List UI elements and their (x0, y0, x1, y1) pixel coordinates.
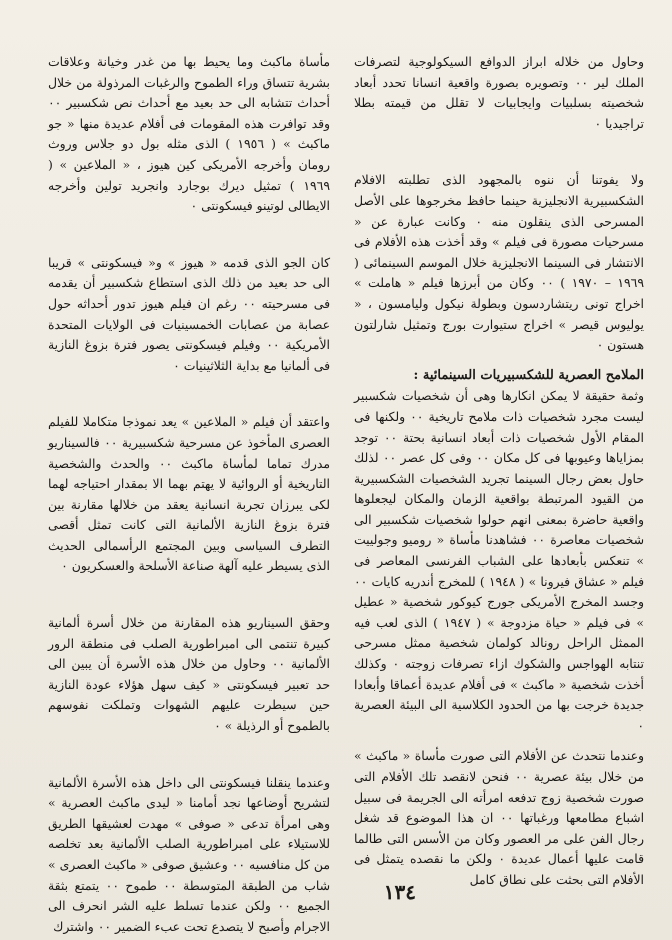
left-paragraph-3: واعتقد أن فيلم « الملاعين » يعد نموذجا متكاملا للفيلم العصرى المأخوذ عن مسرحية شكسبيرية ٠٠ فالسيناريو مدرك تماما لمأساة ماكبث ٠٠ والحدث والشخصية التاريخية أو الروائية لا يهتم بهما الا بمقدار احتياجه لهما لكى يبرزان تجربة انسانية يعقد من خلالها مقارنة بين فترة بزوغ النازية الألمانية التى كانت تمثل أقصى التطرف السياسى وبين المجتمع الرأسمالى الحديث الذى يسيطر عليه آلهة صناعة الأسلحة والعسكريون ٠ (48, 414, 330, 574)
right-paragraph-2: ولا يفوتنا أن ننوه بالمجهود الذى تطلبته الافلام الشكسبيرية الانجليزية حينما حافظ مخرجوها على الأصل المسرحى الذى ينقلون منه ٠ وكانت عبارة عن « مسرحيات مصورة فى فيلم » وقد أخذت هذه الأفلام فى الانتشار فى السينما الانجليزية خلال الموسم السينمائى ( ١٩٦٩ – ١٩٧٠ ) ٠٠ وكان من أبرزها فيلم « هاملت » اخراج تونى ريتشاردسون وبطولة نيكول وليامسون ، « يوليوس قيصر » اخراج ستيوارت بورج وتمثيل شارلتون هستون ٠ (354, 172, 644, 353)
right-paragraph-1: وحاول من خلاله ابراز الدوافع السيكولوجية لتصرفات الملك لير ٠٠ وتصويره بصورة واقعية انسانا تحدد أبعاد شخصيته بسلبيات وايجابيات لا تقلل من قيمته بطلا تراجيديا ٠ (354, 54, 644, 131)
section-heading: الملامح العصرية للشكسبيريات السينمائية : (413, 367, 644, 383)
right-paragraph-3: وثمة حقيقة لا يمكن انكارها وهى أن شخصيات شكسبير ليست مجرد شخصيات ذات ملامح تاريخية ٠٠ ولكنها فى المقام الأول شخصيات ذات أبعاد انسانية بحتة ٠٠ توجد بمزاياها وعيوبها فى كل مكان ٠٠ وفى كل عصر ٠٠ لذلك حاول بعض رجال السينما تجريد الشخصيات الشكسبيرية من القيود المرتبطة بواقعية الزمان والمكان ليجعلوها واقعية حاضرة بمعنى انهم حولوا شخصيات شكسبير الى شخصيات معاصرة ٠٠ فشاهدنا مأساة « روميو وجولييت » تنعكس بأبعادها على الشباب الفرنسى المعاصر فى فيلم « عشاق فيرونا » ( ١٩٤٨ ) للمخرج أندريه كايات ٠٠ وجسد المخرج الأمريكى جورج كيوكور شخصية « عطيل » فى فيلم « حياة مزدوجة » ( ١٩٤٧ ) الذى لعب فيه الممثل الراحل رونالد كولمان شخصية ممثل مسرحى تنتابه الهواجس والشكوك ازاء تصرفات زوجته ٠ وكذلك أخذت شخصية « ماكبث » فى أفلام عديدة أعماقا وأبعادا جديدة خرجت بها من الحدود الكلاسية الى البيئة العصرية ٠ (354, 388, 645, 733)
right-paragraph-4: وعندما نتحدث عن الأفلام التى صورت مأساة « ماكبث » من خلال بيئة عصرية ٠٠ فنحن لانقصد تلك الأفلام التى صورت شخصية زوج تدفعه امرأته الى الجريمة فى سبيل اشباع مطامعها ورغباتها ٠٠ ان هذا الموضوع قد شغل رجال الفن على مر العصور وكان من الأسس التى طالما قامت عليها أعمال عديدة ٠ ولكن ما نقصده يتمثل فى الأفلام التى بحثت على نطاق كامل (354, 748, 645, 887)
left-column (48, 52, 330, 937)
left-paragraph-2: كان الجو الذى قدمه « هيوز » و« فيسكونتى » قريبا الى حد بعيد من ذلك الذى استطاع شكسبير أن يقدمه فى مسرحيته ٠٠ رغم ان فيلم هيوز تدور أحداثه حول عصابة من عصابات الخمسينيات فى الولايات المتحدة الأمريكية ٠٠ وفيلم فيسكونتى يصور فترة بزوغ النازية فى ألمانيا مع بداية الثلاثينيات ٠ (48, 254, 330, 373)
left-paragraph-5: وعندما ينقلنا فيسكونتى الى داخل هذه الأسرة الألمانية لتشريح أوضاعها نجد أمامنا « ليدى ماكبث العصرية » وهى امرأة تدعى « صوفى » مهدت لعشيقها الطريق للاستيلاء على امبراطورية الصلب الألمانية بعد تخلصه من كل منافسيه ٠٠ وعشيق صوفى « ماكبث العصرى » شاب من الطبقة المتوسطة ٠٠ طموح ٠٠ يتمتع بثقة الجميع ٠٠ ولكن عندما تسلط عليه الشر انحرف الى الاجرام وأصبح لا يتصدع تحت عبء الضمير ٠٠ واشترك (48, 774, 330, 934)
right-column (354, 52, 644, 891)
page-number: ١٣٤ (383, 880, 416, 904)
left-paragraph-4: وحقق السيناريو هذه المقارنة من خلال أسرة ألمانية كبيرة تنتمى الى امبراطورية الصلب فى منطقة الرور الألمانية ٠٠ وحاول من خلال هذه الأسرة أن يبين الى حد تعبير فيسكونتى « كيف سهل هؤلاء عودة النازية حين سيطرت عليهم الشهوات وتملكت نفوسهم بالطموح أو الرذيلة » ٠ (48, 615, 330, 734)
left-paragraph-1: مأساة ماكبث وما يحيط بها من غدر وخيانة وعلاقات بشرية تتساق وراء الطموح والرغبات المرذولة من خلال أحداث تتشابه الى حد بعيد مع أحداث نص شكسبير ٠٠ وقد توافرت هذه المقومات فى أفلام عديدة منها « جو ماكبث » ( ١٩٥٦ ) الذى مثله بول دو جلاس وروث رومان وأخرجه الأمريكى كين هيوز ، « الملاعين » ( ١٩٦٩ ) تمثيل ديرك بوجارد وانجريد تولين وأخرجه الايطالى لوتينو فيسكونتى ٠ (48, 54, 330, 214)
